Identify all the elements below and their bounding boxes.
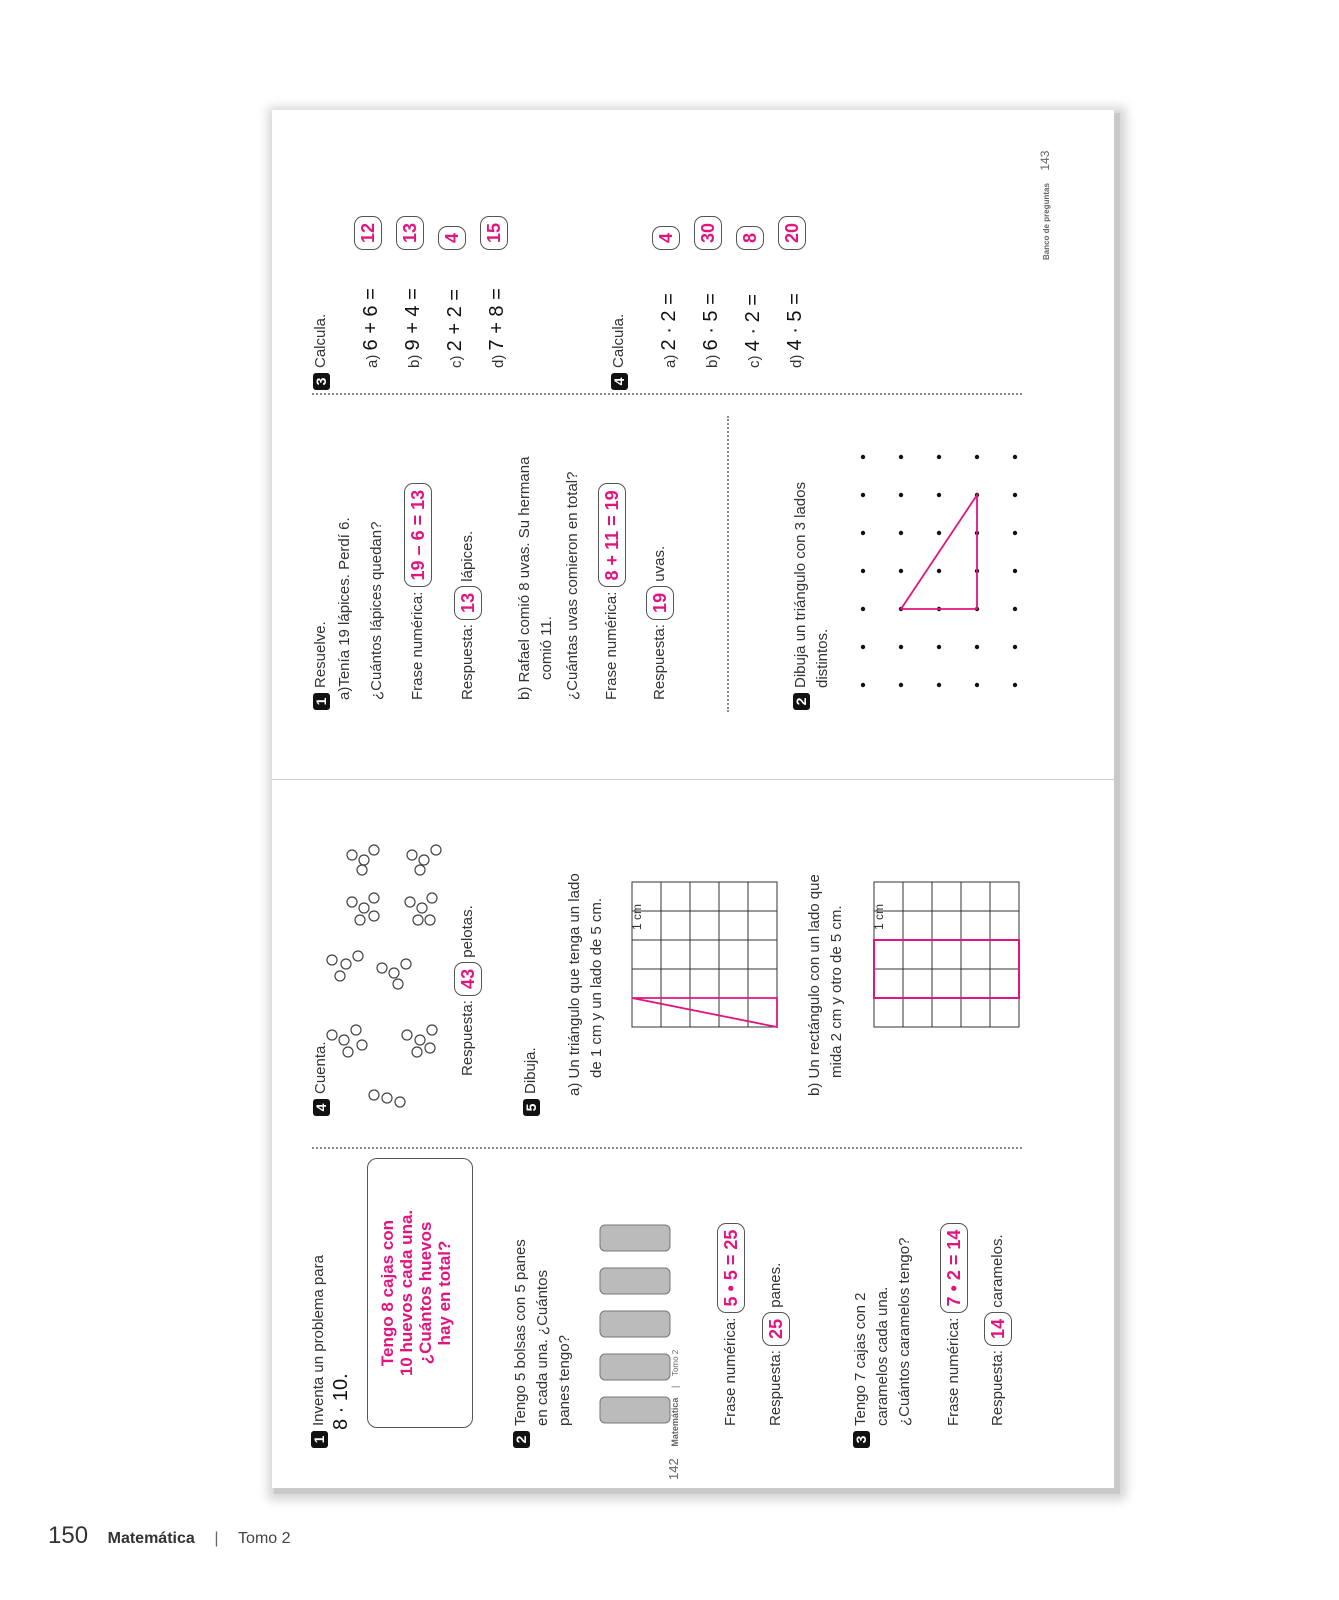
right-q1-a-frase-answer: 19 – 6 = 13 [404,483,432,588]
q4-answer: 30 [694,216,722,250]
right-page-footer [1036,151,1054,260]
frase-label: Frase numérica: [602,591,620,700]
q2-line2: en cada una. ¿Cuántos [534,1270,551,1426]
q3-answer: 13 [396,216,424,250]
left-q2 [512,1239,530,1448]
right-q1-b-resp-answer: 19 [646,586,674,620]
right-q3-title: Calcula. [312,313,329,368]
right-divider-horizontal [312,393,1022,395]
dot-grid-triangle [858,452,1018,692]
unit-label: 1 cm [872,903,887,931]
footer-book: Matemática [107,1530,195,1547]
right-q1-b-frase-answer: 8 + 11 = 19 [598,483,626,587]
left-divider [312,1147,1022,1149]
right-q1-b-frase [598,483,626,700]
right-page-number: 143 [1038,150,1052,171]
q3-frase-label: Frase numérica: [944,1317,962,1426]
right-q2-line1: Dibuja un triángulo con 3 lados [792,482,809,688]
q1-answer-line: hay en total? [435,1240,454,1346]
question-badge: 4 [313,1099,330,1116]
book-spread [272,110,1114,1488]
q5-a-line2: de 1 cm y un lado de 5 cm. [588,897,605,1078]
drawn-triangle-right [901,495,977,609]
left-q3 [852,1293,870,1448]
right-footer-title: Banco de preguntas [1042,183,1051,260]
grid-b-rectangle [874,882,1024,1032]
q1-text: Inventa un problema para [310,1255,327,1426]
q3-line3: ¿Cuántos caramelos tengo? [896,1237,913,1426]
question-badge: 1 [313,693,330,710]
item-expr: 9 + 4 = [402,288,424,351]
right-q2-line2: distintos. [814,628,831,688]
q3-resp-answer: 14 [984,1312,1012,1346]
right-q1-b-respuesta [646,546,674,700]
q5-b-line2: mida 2 cm y otro de 5 cm. [828,905,845,1078]
q5-title: Dibuja. [522,1047,539,1094]
question-badge: 4 [611,373,628,390]
left-page-number: 142 [666,1458,681,1480]
left-footer-book: Matemática [670,1397,680,1447]
right-q1-a-line1: a)Tenía 19 lápices. Perdí 6. [336,517,353,700]
q5-a-line1: a) Un triángulo que tenga un lado [566,873,583,1096]
item-label: b) [406,354,423,368]
unit-label: 1 cm [630,903,645,931]
gutter-line [272,779,1114,780]
q2-frase [717,1223,745,1426]
q2-respuesta [762,1263,790,1426]
footer-page-number: 150 [48,1522,89,1549]
q1-answer-box [367,1158,473,1428]
soccer-balls-illustration [312,840,442,1110]
item-expr: 4 · 5 = [784,293,806,351]
q4-resp-answer: 43 [454,962,482,996]
right-q1-b-line1: b) Rafael comió 8 uvas. Su hermana [516,456,533,700]
footer-volume: Tomo 2 [238,1530,291,1547]
q4-respuesta [454,905,482,1076]
left-q1 [310,1255,328,1448]
footer-separator: | [214,1530,219,1547]
q2-frase-answer: 5 • 5 = 25 [717,1223,745,1314]
right-q1-b-line2: comió 11. [538,616,555,680]
q3-line2: caramelos cada una. [874,1286,891,1426]
q2-frase-label: Frase numérica: [721,1317,739,1426]
q3-frase-answer: 7 • 2 = 14 [940,1223,968,1314]
item-label: c) [448,355,465,368]
q4-answer: 4 [652,226,680,250]
resp-unit: uvas. [650,545,668,582]
q1-expression: 8 · 10. [330,1373,352,1430]
item-expr: 2 · 2 = [658,293,680,351]
q2-resp-label: Respuesta: [766,1350,784,1426]
item-expr: 4 · 2 = [742,294,764,352]
right-q1-a-frase [404,483,432,700]
q2-line1: Tengo 5 bolsas con 5 panes [512,1239,529,1426]
right-q1-b-line3: ¿Cuántas uvas comieron en total? [564,471,581,700]
q5-b-line1: b) Un rectángulo con un lado que [806,874,823,1096]
q2-line3: panes tengo? [556,1335,573,1426]
left-footer-sep: | [670,1385,680,1389]
resp-unit: lápices. [458,530,476,582]
q1-answer-line: ¿Cuántos huevos [416,1221,435,1365]
question-badge: 2 [793,693,810,710]
item-label: b) [704,354,721,368]
item-label: a) [662,354,679,368]
q3-answer: 12 [354,216,382,250]
q2-resp-unit: panes. [766,1262,784,1308]
q1-answer-line: Tengo 8 cajas con [378,1219,397,1367]
q3-answer: 15 [480,216,508,250]
item-expr: 6 · 5 = [700,293,722,351]
q3-resp-label: Respuesta: [988,1350,1006,1426]
q3-resp-unit: caramelos. [988,1234,1006,1308]
q3-respuesta [984,1234,1012,1426]
frase-label: Frase numérica: [408,591,426,700]
drawn-triangle-a [632,998,777,1027]
item-label: d) [788,354,805,368]
right-divider-vertical [727,416,729,712]
right-q4-title: Calcula. [610,313,627,368]
q3-frase [940,1223,968,1426]
right-q1-a-resp-answer: 13 [454,586,482,620]
item-expr: 7 + 8 = [486,288,508,351]
right-q1-a-respuesta [454,531,482,700]
question-badge: 1 [311,1431,328,1448]
question-badge: 3 [313,373,330,390]
right-q1-a-line2: ¿Cuántos lápices quedan? [368,521,385,700]
page-footer [48,1522,291,1550]
q4-answer: 8 [736,226,764,250]
resp-label: Respuesta: [650,624,668,700]
q4-resp-label: Respuesta: [458,1000,476,1076]
item-label: d) [490,354,507,368]
left-footer-volume: Tomo 2 [671,1349,680,1377]
question-badge: 3 [853,1431,870,1448]
item-label: a) [364,354,381,368]
item-expr: 2 + 2 = [444,289,466,352]
item-label: c) [746,355,763,368]
q4-title: Cuenta. [312,1041,329,1094]
item-expr: 6 + 6 = [360,288,382,351]
q4-answer: 20 [778,216,806,250]
q2-resp-answer: 25 [762,1312,790,1346]
grid-a-triangle [632,882,782,1032]
question-badge: 2 [513,1431,530,1448]
bread-bags-illustration [590,1128,670,1428]
q3-line1: Tengo 7 cajas con 2 [852,1292,869,1426]
q4-resp-unit: pelotas. [458,905,476,958]
q1-answer-line: 10 huevos cada una. [397,1209,416,1377]
resp-label: Respuesta: [458,624,476,700]
right-q1-title: Resuelve. [312,621,329,688]
question-badge: 5 [523,1099,540,1116]
q3-answer: 4 [438,226,466,250]
